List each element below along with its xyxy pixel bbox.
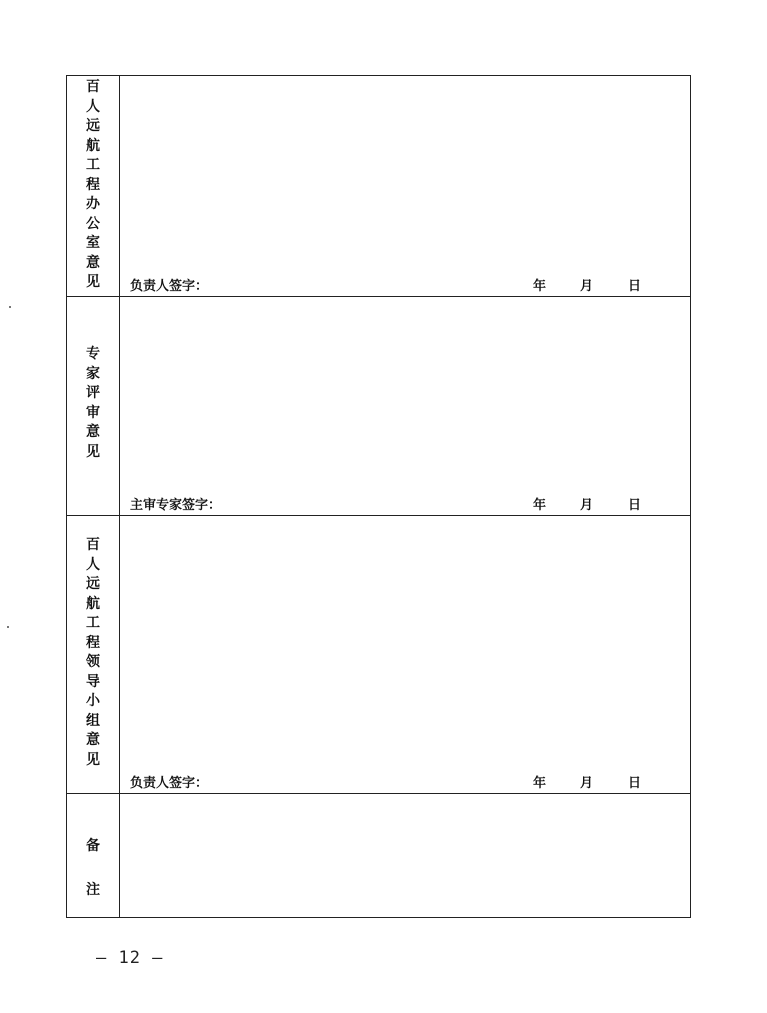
label-char: 审 — [86, 404, 100, 421]
expert-signature-line — [130, 494, 690, 512]
label-char: 百 — [86, 537, 100, 553]
label-char: 人 — [86, 556, 100, 573]
expert-review-row — [67, 297, 691, 516]
label-char: 程 — [86, 634, 100, 651]
label-char: 工 — [86, 157, 100, 173]
date-month-label: 月 — [580, 279, 594, 294]
date-year-label: 年 — [533, 498, 547, 513]
date-year-label: 年 — [533, 776, 547, 791]
label-char: 导 — [86, 673, 100, 690]
date-month-label: 月 — [580, 498, 594, 513]
label-char: 远 — [86, 118, 100, 134]
office-signature-line — [130, 275, 690, 293]
label-char: 评 — [86, 385, 100, 401]
label-char: 航 — [86, 595, 100, 612]
label-char: 程 — [86, 176, 100, 193]
label-char: 小 — [86, 693, 100, 709]
approval-form-table — [66, 75, 691, 918]
label-char: 见 — [86, 751, 100, 768]
remarks-label — [67, 824, 119, 912]
office-opinion-label-cell — [67, 76, 120, 297]
office-opinion-row — [67, 76, 691, 297]
label-char: 意 — [86, 424, 100, 440]
expert-review-label-cell — [67, 297, 120, 516]
label-char: 意 — [86, 732, 100, 748]
label-char: 公 — [86, 215, 100, 232]
label-char: 远 — [86, 576, 100, 592]
leadership-group-content[interactable] — [120, 516, 691, 794]
label-char: 意 — [86, 254, 100, 271]
label-char: 人 — [86, 98, 100, 115]
label-char: 办 — [86, 196, 100, 212]
expert-review-label — [67, 345, 119, 462]
office-opinion-content[interactable] — [120, 76, 691, 297]
scan-artifact-dot — [9, 306, 11, 308]
remarks-content[interactable] — [120, 794, 691, 918]
signature-label: 主审专家签字： — [130, 498, 222, 513]
label-char: 组 — [86, 712, 100, 729]
leadership-group-row — [67, 516, 691, 794]
date-day-label: 日 — [628, 776, 642, 791]
signature-label: 负责人签字： — [130, 776, 209, 791]
date-day-label: 日 — [628, 498, 642, 513]
date-month-label: 月 — [580, 776, 594, 791]
scan-artifact-dot — [7, 626, 9, 628]
leadership-group-label — [67, 536, 119, 770]
date-year-label: 年 — [533, 279, 547, 294]
label-char: 领 — [86, 654, 100, 670]
leadership-group-label-cell — [67, 516, 120, 794]
page-number: – 12 – — [96, 948, 164, 968]
label-char: 见 — [86, 443, 100, 460]
remarks-label-cell — [67, 794, 120, 918]
label-char: 航 — [86, 137, 100, 154]
signature-label: 负责人签字： — [130, 279, 209, 294]
leadership-signature-line — [130, 772, 690, 790]
label-char: 备 — [86, 838, 100, 854]
expert-review-content[interactable] — [120, 297, 691, 516]
label-char: 室 — [86, 235, 100, 251]
office-opinion-label — [67, 78, 119, 293]
date-day-label: 日 — [628, 279, 642, 294]
label-char: 专 — [86, 346, 100, 362]
label-char: 注 — [86, 882, 100, 898]
label-char: 工 — [86, 615, 100, 631]
label-char: 百 — [86, 79, 100, 95]
label-char: 家 — [86, 365, 100, 382]
remarks-row — [67, 794, 691, 918]
label-char: 见 — [86, 274, 100, 290]
